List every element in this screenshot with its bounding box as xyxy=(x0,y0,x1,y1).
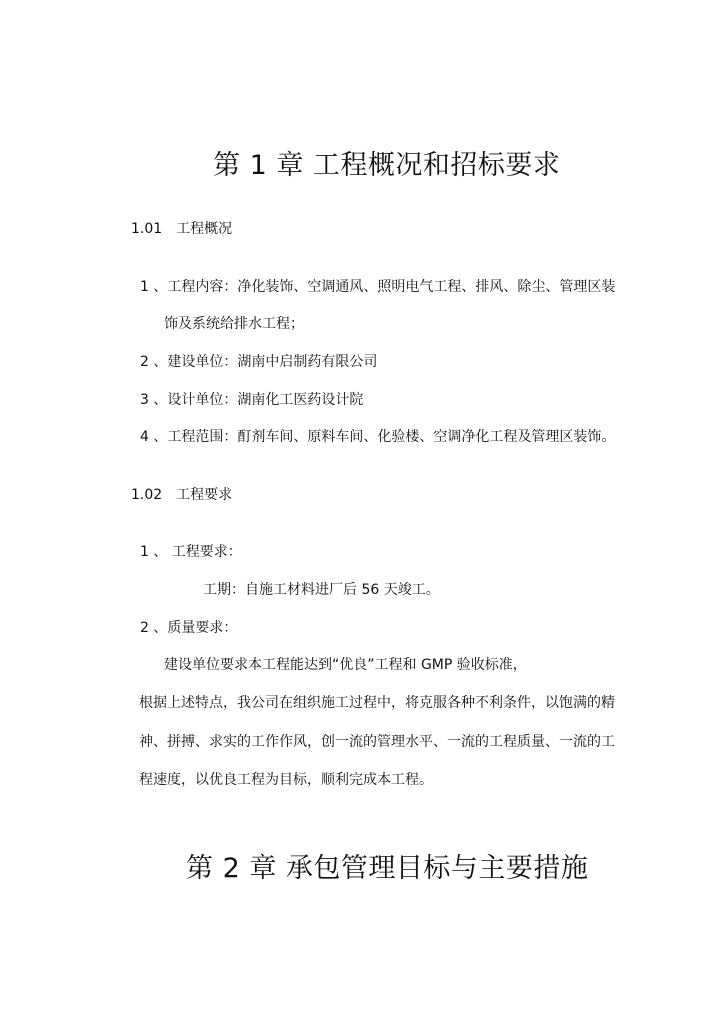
section-number: 1.02 xyxy=(131,487,163,503)
paragraph-line-2: 根据上述特点，我公司在组织施工过程中，将克服各种不利条件，以饱满的精 xyxy=(139,695,615,711)
item-4: 4 、工程范围：酊剂车间、原料车间、化验楼、空调净化工程及管理区装饰。 xyxy=(140,429,616,445)
chapter-1-title: 第 1 章 工程概况和招标要求 xyxy=(213,150,561,181)
section-title: 工程要求 xyxy=(176,487,233,503)
paragraph-line-4: 程速度，以优良工程为目标，顺利完成本工程。 xyxy=(139,772,433,788)
paragraph-line-3: 神、拼搏、求实的工作作风，创一流的管理水平、一流的工程质量、一流的工 xyxy=(139,734,615,750)
paragraph-line-1: 建设单位要求本工程能达到“优良”工程和 GMP 验收标准， xyxy=(164,657,527,673)
section-title: 工程概况 xyxy=(176,221,233,237)
item-3: 3 、设计单位：湖南化工医药设计院 xyxy=(140,392,364,408)
requirement-1-value: 工期：自施工材料进厂后 56 天竣工。 xyxy=(203,582,440,598)
section-number: 1.01 xyxy=(131,221,163,237)
section-1-01-heading xyxy=(131,218,232,238)
item-1-line-1: 1 、工程内容：净化装饰、空调通风、照明电气工程、排风、除尘、管理区装 xyxy=(140,279,616,295)
chapter-2-title: 第 2 章 承包管理目标与主要措施 xyxy=(186,853,589,884)
section-1-02-heading xyxy=(131,484,232,504)
item-2: 2 、建设单位：湖南中启制药有限公司 xyxy=(140,354,378,370)
item-1-line-2: 饰及系统给排水工程； xyxy=(164,316,304,332)
requirement-2-label: 2 、质量要求： xyxy=(140,620,238,636)
requirement-1-label: 1 、 工程要求： xyxy=(140,544,242,560)
